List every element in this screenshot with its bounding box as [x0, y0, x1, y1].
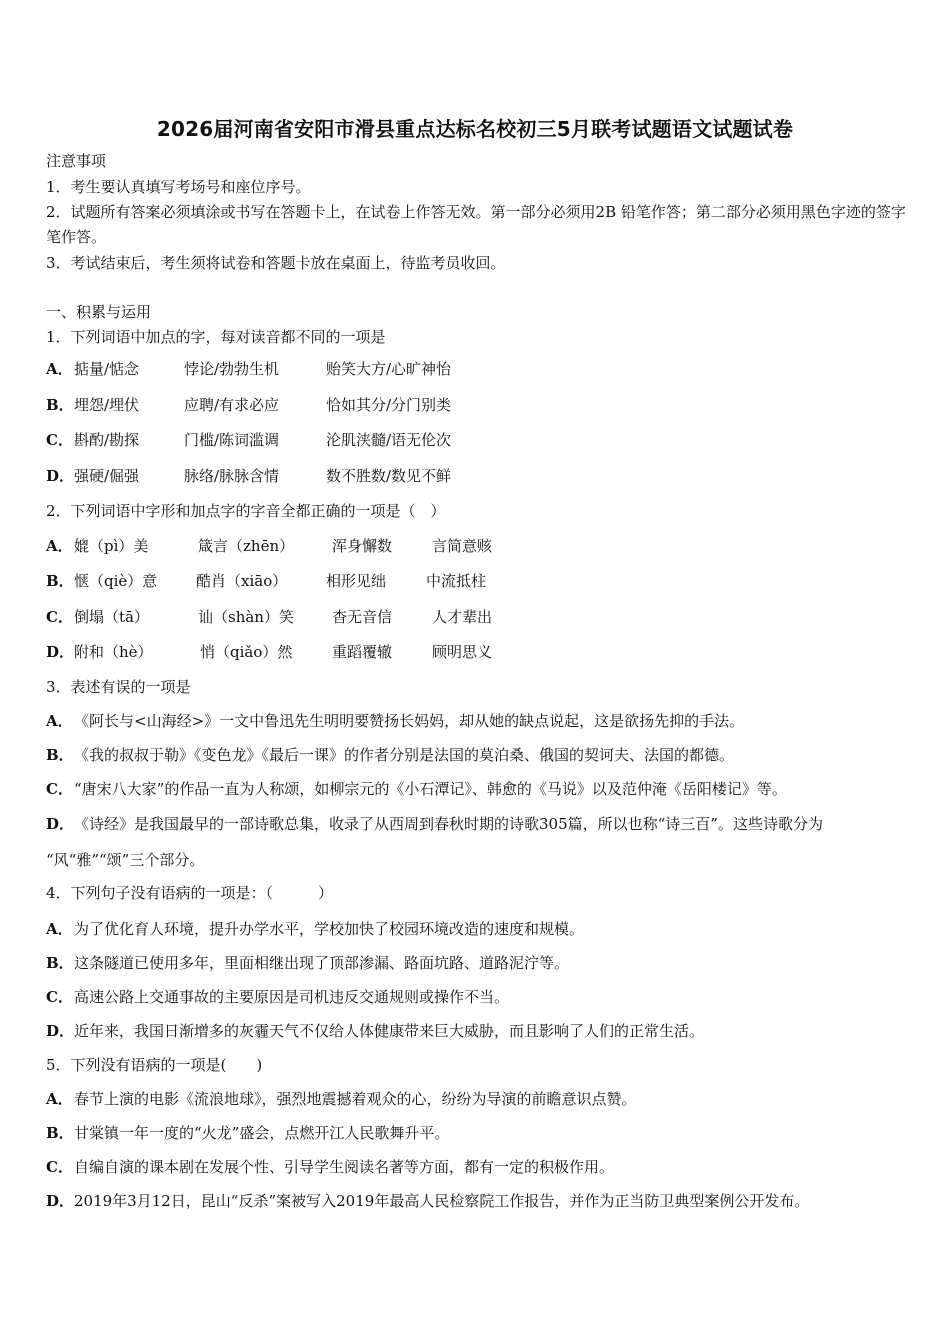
- option-letter: D．: [46, 1192, 75, 1210]
- option-letter: C．: [46, 780, 73, 798]
- option-word: 浑身懈数: [332, 537, 393, 555]
- option-letter: A．: [46, 920, 73, 938]
- option-text: 春节上演的电影《流浪地球》，强烈地震撼着观众的心，纷纷为导演的前瞻意识点赞。: [74, 1090, 637, 1108]
- option-word: 沦肌浃髓/语无伦次: [326, 431, 452, 449]
- notice-item-3: 3．考试结束后，考生须将试卷和答题卡放在桌面上，待监考员收回。: [46, 254, 506, 272]
- question-5-option-d[interactable]: [46, 1191, 809, 1211]
- question-3-option-d-continuation: “风“雅”“颂”三个部分。: [46, 851, 205, 869]
- option-text: 甘棠镇一年一度的“火龙”盛会，点燃开江人民歌舞升平。: [74, 1124, 450, 1142]
- option-word: 箴言（zhēn）: [198, 537, 295, 555]
- option-word: 掂量/惦念: [74, 360, 140, 378]
- option-word: 媲（pì）美: [74, 537, 149, 555]
- question-2-stem: 2．下列词语中字形和加点字的字音全都正确的一项是（ ）: [46, 502, 446, 520]
- option-text: 近年来，我国日渐增多的灰霾天气不仅给人体健康带来巨大威胁，而且影响了人们的正常生活。: [74, 1022, 705, 1040]
- option-word: 附和（hè）: [74, 643, 153, 661]
- option-word: 恰如其分/分门别类: [326, 396, 452, 414]
- question-4-option-c[interactable]: [46, 987, 509, 1007]
- option-word: 悄（qiǎo）然: [200, 643, 293, 661]
- question-3-option-a[interactable]: [46, 711, 744, 731]
- option-word: 贻笑大方/心旷神怡: [326, 360, 452, 378]
- option-text: 2019年3月12日，昆山“反杀”案被写入2019年最高人民检察院工作报告，并作为正当防卫典型案例公开发布。: [74, 1192, 810, 1210]
- option-word: 脉络/脉脉含情: [184, 467, 280, 485]
- option-text: 《诗经》是我国最早的一部诗歌总集，收录了从西周到春秋时期的诗歌305篇，所以也称“诗三百”。这些诗歌分为: [74, 815, 823, 833]
- question-3-option-b[interactable]: [46, 745, 734, 765]
- question-3-stem: 3．表述有误的一项是: [46, 678, 191, 696]
- option-letter: C．: [46, 431, 73, 449]
- question-4-stem: 4．下列句子没有语病的一项是：（ ）: [46, 884, 334, 902]
- question-4-option-a[interactable]: [46, 919, 584, 939]
- option-word: 数不胜数/数见不鲜: [326, 467, 452, 485]
- option-letter: A．: [46, 1090, 73, 1108]
- option-text: 高速公路上交通事故的主要原因是司机违反交通规则或操作不当。: [74, 988, 510, 1006]
- option-letter: C．: [46, 608, 73, 626]
- option-text: 这条隧道已使用多年，里面相继出现了顶部渗漏、路面坑路、道路泥泞等。: [74, 954, 570, 972]
- option-letter: B．: [46, 1124, 74, 1142]
- option-text: “唐宋八大家”的作品一直为人称颂，如柳宗元的《小石潭记》、韩愈的《马说》以及范仲淹《岳阳楼记》等。: [74, 780, 787, 798]
- option-text: 自编自演的课本剧在发展个性、引导学生阅读名著等方面，都有一定的积极作用。: [74, 1158, 615, 1176]
- question-5-option-b[interactable]: [46, 1123, 449, 1143]
- option-letter: B．: [46, 954, 74, 972]
- option-word: 杳无音信: [332, 608, 393, 626]
- option-text: 《阿长与<山海经>》一文中鲁迅先生明明要赞扬长妈妈，却从她的缺点说起，这是欲扬先抑的手法。: [74, 712, 745, 730]
- option-letter: B．: [46, 746, 74, 764]
- page-title: 2026届河南省安阳市滑县重点达标名校初三5月联考试题语文试题试卷: [156, 117, 794, 141]
- question-3-option-d[interactable]: [46, 814, 823, 834]
- notice-item-2: 2．试题所有答案必须填涂或书写在答题卡上，在试卷上作答无效。第一部分必须用2B 铅笔作答；第二部分必须用黑色字迹的签字笔作答。: [46, 203, 906, 246]
- option-word: 重蹈覆辙: [332, 643, 393, 661]
- option-letter: D．: [46, 1022, 75, 1040]
- option-letter: B．: [46, 572, 74, 590]
- option-word: 中流抵柱: [426, 572, 487, 590]
- notice-heading: 注意事项: [46, 152, 107, 170]
- option-word: 相形见绌: [326, 572, 387, 590]
- option-word: 讪（shàn）笑: [198, 608, 294, 626]
- option-word: 顾明思义: [432, 643, 493, 661]
- option-letter: D．: [46, 643, 75, 661]
- option-word: 酷肖（xiāo）: [196, 572, 288, 590]
- option-word: 斟酌/勘探: [74, 431, 140, 449]
- section-heading: 一、积累与运用: [46, 303, 152, 321]
- question-5-option-a[interactable]: [46, 1089, 637, 1109]
- option-word: 强硬/倔强: [74, 467, 140, 485]
- question-3-option-c[interactable]: [46, 779, 787, 799]
- question-4-option-b[interactable]: [46, 953, 569, 973]
- option-letter: B．: [46, 396, 74, 414]
- question-5-stem: 5．下列没有语病的一项是( ): [46, 1056, 263, 1074]
- option-letter: A．: [46, 537, 73, 555]
- option-word: 门槛/陈词滥调: [184, 431, 280, 449]
- option-word: 应聘/有求必应: [184, 396, 280, 414]
- question-1-stem: 1．下列词语中加点的字，每对读音都不同的一项是: [46, 328, 386, 346]
- option-letter: D．: [46, 467, 75, 485]
- option-letter: C．: [46, 1158, 73, 1176]
- option-word: 言简意赅: [432, 537, 493, 555]
- option-word: 人才辈出: [432, 608, 493, 626]
- option-letter: C．: [46, 988, 73, 1006]
- question-5-option-c[interactable]: [46, 1157, 614, 1177]
- notice-item-1: 1．考生要认真填写考场号和座位序号。: [46, 178, 311, 196]
- option-word: 倒塌（tā）: [74, 608, 149, 626]
- option-letter: D．: [46, 815, 75, 833]
- option-text: 《我的叔叔于勒》《变色龙》《最后一课》的作者分别是法国的莫泊桑、俄国的契诃夫、法国的都德。: [74, 746, 735, 764]
- option-letter: A．: [46, 360, 73, 378]
- option-word: 惬（qiè）意: [74, 572, 158, 590]
- option-letter: A．: [46, 712, 73, 730]
- option-text: 为了优化育人环境，提升办学水平，学校加快了校园环境改造的速度和规模。: [74, 920, 585, 938]
- question-4-option-d[interactable]: [46, 1021, 704, 1041]
- option-word: 埋怨/埋伏: [74, 396, 140, 414]
- option-word: 悖论/勃勃生机: [184, 360, 280, 378]
